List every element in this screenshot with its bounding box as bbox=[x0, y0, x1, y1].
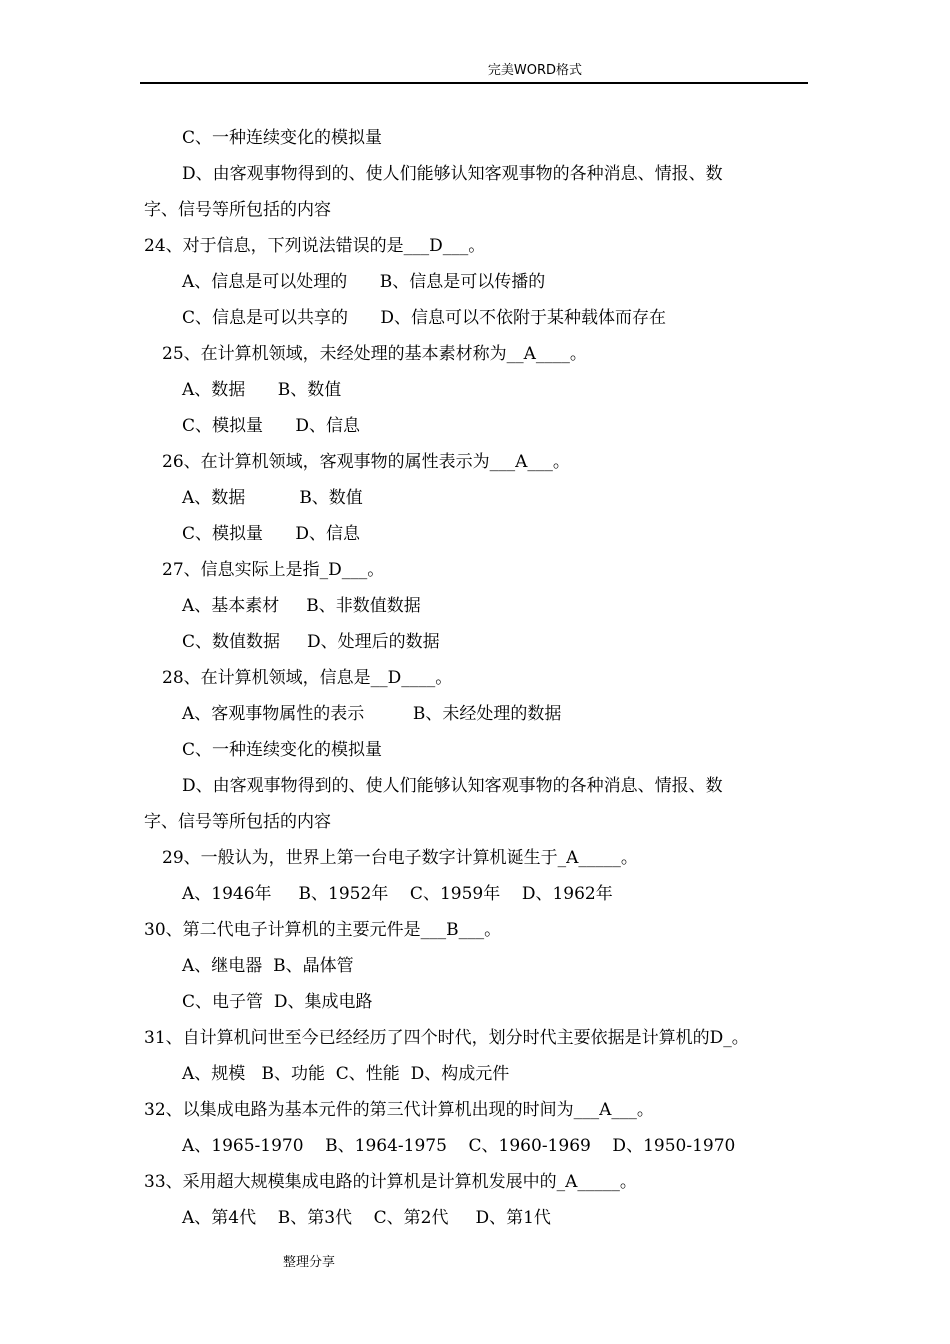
text-line: 字、信号等所包括的内容 bbox=[144, 812, 331, 832]
text-line: C、一种连续变化的模拟量 bbox=[182, 128, 383, 148]
option-line: A、数据 B、数值 bbox=[182, 488, 363, 508]
option-line: A、信息是可以处理的 B、信息是可以传播的 bbox=[182, 272, 546, 292]
option-line: C、数值数据 D、处理后的数据 bbox=[182, 632, 440, 652]
option-line: A、基本素材 B、非数值数据 bbox=[182, 596, 421, 616]
question-27: 27、信息实际上是指_D___。 bbox=[162, 560, 385, 580]
question-31: 31、自计算机问世至今已经经历了四个时代，划分时代主要依据是计算机的D_。 bbox=[144, 1028, 749, 1048]
option-line: A、1965-1970 B、1964-1975 C、1960-1969 D、1950-1970 bbox=[182, 1136, 736, 1156]
question-24: 24、对于信息，下列说法错误的是___D___。 bbox=[144, 236, 486, 256]
option-line: A、继电器 B、晶体管 bbox=[182, 956, 354, 976]
question-28: 28、在计算机领域，信息是__D____。 bbox=[162, 668, 453, 688]
question-26: 26、在计算机领域，客观事物的属性表示为___A___。 bbox=[162, 452, 570, 472]
page-header-title: 完美WORD格式 bbox=[487, 63, 583, 78]
question-32: 32、以集成电路为基本元件的第三代计算机出现的时间为___A___。 bbox=[144, 1100, 654, 1120]
question-29: 29、一般认为，世界上第一台电子数字计算机诞生于_A_____。 bbox=[162, 848, 638, 868]
question-25: 25、在计算机领域，未经处理的基本素材称为__A____。 bbox=[162, 344, 587, 364]
option-line: A、客观事物属性的表示 B、未经处理的数据 bbox=[182, 704, 562, 724]
option-line: A、第4代 B、第3代 C、第2代 D、第1代 bbox=[182, 1208, 551, 1228]
option-line: C、一种连续变化的模拟量 bbox=[182, 740, 383, 760]
option-line: A、1946年 B、1952年 C、1959年 D、1962年 bbox=[182, 884, 613, 904]
question-33: 33、采用超大规模集成电路的计算机是计算机发展中的_A_____。 bbox=[144, 1172, 637, 1192]
text-line: D、由客观事物得到的、使人们能够认知客观事物的各种消息、情报、数 bbox=[182, 164, 723, 184]
page-footer: 整理分享 bbox=[283, 1255, 336, 1270]
option-line: C、模拟量 D、信息 bbox=[182, 524, 361, 544]
option-line: A、规模 B、功能 C、性能 D、构成元件 bbox=[182, 1064, 510, 1084]
option-line: A、数据 B、数值 bbox=[182, 380, 342, 400]
option-line: D、由客观事物得到的、使人们能够认知客观事物的各种消息、情报、数 bbox=[182, 776, 723, 796]
header-rule bbox=[140, 82, 808, 84]
question-30: 30、第二代电子计算机的主要元件是___B___。 bbox=[144, 920, 502, 940]
option-line: C、信息是可以共享的 D、信息可以不依附于某种载体而存在 bbox=[182, 308, 667, 328]
option-line: C、电子管 D、集成电路 bbox=[182, 992, 373, 1012]
option-line: C、模拟量 D、信息 bbox=[182, 416, 361, 436]
text-line: 字、信号等所包括的内容 bbox=[144, 200, 331, 220]
